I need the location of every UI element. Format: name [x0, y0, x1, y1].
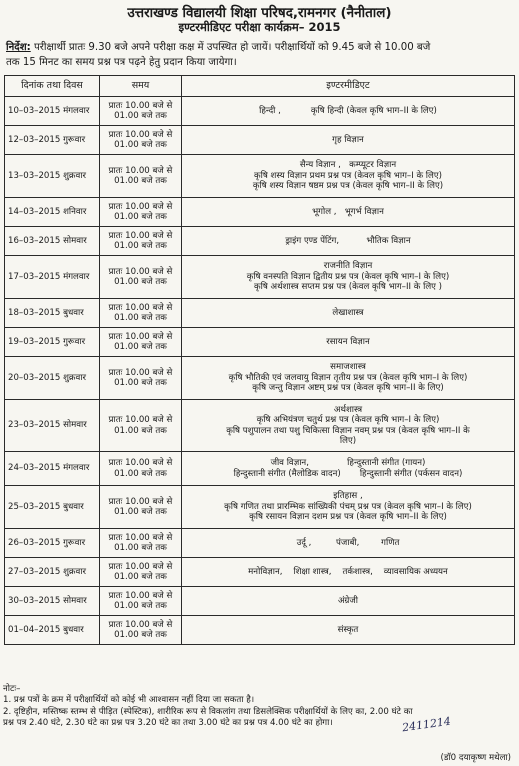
subject-line: रसायन विज्ञान	[326, 336, 370, 347]
table-row	[5, 198, 515, 227]
exam-time	[100, 558, 182, 587]
subject-line: कृषि शस्य विज्ञान षष्ठम प्रश्न पत्र (केवल कृषि भाग–II के लिए)	[252, 181, 444, 192]
exam-date: 17–03–2015 मंगलवार	[5, 256, 100, 299]
exam-time	[100, 256, 182, 299]
exam-time	[100, 97, 182, 126]
exam-time	[100, 587, 182, 616]
subject-line: कृषि गणित तथा प्रारम्भिक सांख्यिकी पंचम् प्रश्न पत्र (केवल कृषि भाग–I के लिए)	[224, 501, 472, 512]
exam-time	[100, 529, 182, 558]
table-row	[5, 155, 515, 198]
subject-line: अर्थशास्त्र	[333, 404, 363, 415]
subject-line: हिन्दी , कृषि हिन्दी (केवल कृषि भाग–II के लिए)	[259, 105, 437, 116]
exam-time-line: 01.00 बजे तक	[114, 212, 167, 222]
exam-time-line: 01.00 बजे तक	[114, 241, 167, 251]
exam-time	[100, 616, 182, 645]
exam-date: 20–03–2015 शुक्रवार	[5, 357, 100, 400]
exam-time-line: प्रातः 10.00 बजे से	[108, 415, 173, 426]
exam-time-line: 01.00 बजे तक	[114, 601, 167, 611]
subject-line: कृषि अर्थशास्त्र सप्तम प्रश्न पत्र (केवल कृषि भाग–II के लिए )	[254, 282, 442, 293]
exam-subjects	[182, 328, 515, 357]
exam-date: 24–03–2015 मंगलवार	[5, 452, 100, 486]
exam-time-line: प्रातः 10.00 बजे से	[108, 230, 173, 241]
exam-time	[100, 126, 182, 155]
exam-subjects	[182, 126, 515, 155]
exam-time	[100, 299, 182, 328]
subject-line: कृषि भौतिकी एवं जलवायु विज्ञान तृतीय प्रश्न पत्र (केवल कृषि भाग–I के लिए)	[228, 372, 468, 383]
exam-time-line: 01.00 बजे तक	[114, 630, 167, 640]
exam-subjects	[182, 299, 515, 328]
handwritten-signature: 2411214	[401, 714, 452, 735]
exam-subjects	[182, 97, 515, 126]
exam-time	[100, 227, 182, 256]
exam-time-line: प्रातः 10.00 बजे से	[108, 302, 173, 313]
exam-time-line: प्रातः 10.00 बजे से	[108, 331, 173, 342]
subject-line: भूगोल , भूगर्भ विज्ञान	[312, 206, 384, 217]
exam-date: 10–03–2015 मंगलवार	[5, 97, 100, 126]
exam-date: 23–03–2015 सोमवार	[5, 400, 100, 452]
table-row	[5, 529, 515, 558]
exam-time-line: प्रातः 10.00 बजे से	[108, 201, 173, 212]
header-date: दिनांक तथा दिवस	[5, 76, 100, 97]
exam-time-line: प्रातः 10.00 बजे से	[108, 266, 173, 277]
exam-time	[100, 198, 182, 227]
exam-date: 01–04–2015 बुधवार	[5, 616, 100, 645]
exam-time-line: प्रातः 10.00 बजे से	[108, 496, 173, 507]
exam-subjects	[182, 256, 515, 299]
table-row	[5, 452, 515, 486]
page-subtitle: इण्टरमीडिएट परीक्षा कार्यक्रम– 2015	[178, 20, 341, 34]
table-row	[5, 299, 515, 328]
note-1: 1. प्रश्न पत्रों के क्रम में परीक्षार्थियों को कोई भी आश्वासन नहीं दिया जा सकता है।	[3, 695, 255, 706]
table-row	[5, 256, 515, 299]
exam-subjects	[182, 198, 515, 227]
table-header-row	[5, 76, 515, 97]
table-row	[5, 616, 515, 645]
notes-label: नोटः–	[3, 684, 21, 694]
subject-line: समाजशास्त्र	[330, 362, 366, 373]
subject-line: कृषि शस्य विज्ञान प्रथम प्रश्न पत्र (केवल कृषि भाग–I के लिए)	[254, 170, 442, 181]
exam-time-line: 01.00 बजे तक	[114, 140, 167, 150]
exam-time	[100, 452, 182, 486]
exam-time-line: प्रातः 10.00 बजे से	[108, 165, 173, 176]
exam-subjects	[182, 616, 515, 645]
exam-subjects	[182, 357, 515, 400]
exam-time	[100, 155, 182, 198]
exam-time-line: 01.00 बजे तक	[114, 313, 167, 323]
exam-time-line: 01.00 बजे तक	[114, 378, 167, 388]
exam-subjects	[182, 529, 515, 558]
exam-schedule-table	[4, 75, 515, 645]
table-row	[5, 587, 515, 616]
exam-subjects	[182, 400, 515, 452]
exam-time-line: 01.00 बजे तक	[114, 507, 167, 517]
exam-time-line: प्रातः 10.00 बजे से	[108, 129, 173, 140]
subject-line: अंग्रेजी	[337, 595, 358, 606]
exam-subjects	[182, 452, 515, 486]
subject-line: जीव विज्ञान, हिन्दुस्तानी संगीत (गायन)	[270, 458, 426, 469]
subject-line: कृषि वनस्पति विज्ञान द्वितीय प्रश्न पत्र (केवल कृषि भाग–I के लिए)	[246, 271, 450, 282]
subject-line: गृह विज्ञान	[332, 134, 364, 145]
subject-line: लेखाशास्त्र	[332, 307, 364, 318]
table-row	[5, 558, 515, 587]
header-time: समय	[100, 76, 182, 97]
subject-line: लिए)	[339, 435, 357, 446]
exam-time-line: 01.00 बजे तक	[114, 468, 167, 479]
exam-date: 19–03–2015 गुरूवार	[5, 328, 100, 357]
exam-time	[100, 328, 182, 357]
table-row	[5, 400, 515, 452]
exam-subjects	[182, 587, 515, 616]
instructions-line-2: तक 15 मिनट का समय प्रश्न पत्र पढ़ने हेतु प्रदान किया जायेगा।	[6, 57, 237, 68]
exam-time-line: 01.00 बजे तक	[114, 425, 167, 436]
exam-time	[100, 486, 182, 529]
exam-time-line: प्रातः 10.00 बजे से	[108, 458, 173, 469]
signatory-name: (डॉ0 दयाकृष्ण मथेला)	[440, 753, 511, 763]
header-intermediate: इण्टरमीडिएट	[182, 76, 515, 97]
exam-time-line: 01.00 बजे तक	[114, 342, 167, 352]
subject-line: कृषि अभियंत्रण चतुर्थ प्रश्न पत्र (केवल कृषि भाग–I के लिए)	[256, 415, 440, 426]
instructions-text-1: परीक्षार्थी प्रातः 9.30 बजे अपने परीक्षा कक्ष में उपस्थित हो जायें। परीक्षार्थियों को 9.45 बजे से 10.00 बजे	[30, 42, 431, 53]
exam-time-line: 01.00 बजे तक	[114, 572, 167, 582]
exam-time-line: 01.00 बजे तक	[114, 176, 167, 186]
exam-time-line: 01.00 बजे तक	[114, 277, 167, 287]
exam-time	[100, 357, 182, 400]
exam-schedule-body	[5, 97, 515, 645]
exam-time-line: 01.00 बजे तक	[114, 543, 167, 553]
exam-date: 30–03–2015 सोमवार	[5, 587, 100, 616]
subject-line: संस्कृत	[337, 624, 359, 635]
subject-line: ड्राइंग एण्ड पेंटिंग, भौतिक विज्ञान	[285, 235, 411, 246]
subject-line: सैन्य विज्ञान , कम्प्यूटर विज्ञान	[299, 160, 397, 171]
exam-date: 25–03–2015 बुधवार	[5, 486, 100, 529]
exam-date: 18–03–2015 बुधवार	[5, 299, 100, 328]
subject-line: उर्दू , पंजाबी, गणित	[296, 537, 400, 548]
table-row	[5, 328, 515, 357]
subject-line: कृषि रसायन विज्ञान दशम प्रश्न पत्र (केवल कृषि भाग–II के लिए)	[249, 512, 447, 523]
exam-date: 26–03–2015 गुरूवार	[5, 529, 100, 558]
instructions-line-1	[6, 39, 513, 53]
subject-line: हिन्दुस्तानी संगीत (मैलोडिक वादन) हिन्दुस्तानी संगीत (पर्कसन वादन)	[233, 468, 463, 479]
exam-subjects	[182, 227, 515, 256]
exam-date: 27–03–2015 शुक्रवार	[5, 558, 100, 587]
subject-line: कृषि पशुपालन तथा पशु चिकित्सा विज्ञान नवम् प्रश्न पत्र (केवल कृषि भाग–II के	[226, 425, 470, 436]
note-2-cont: प्रश्न पत्र 2.40 घंटे, 2.30 घंटे का प्रश्न पत्र 3.20 घंटे का तथा 3.00 घंटे का प्रश्न पत्र 4.00 घंटे का होगा।	[3, 718, 333, 729]
exam-time	[100, 400, 182, 452]
exam-time-line: प्रातः 10.00 बजे से	[108, 590, 173, 601]
table-row	[5, 126, 515, 155]
note-2: 2. दृष्टिहीन, मस्तिष्क स्तम्भ से पीड़ित (स्पेस्टिक), शारीरिक रूप से विकलांग तथा डिसलेक्सिक परीक्षार्थियों के लिए का, 2.00 घंटे का	[3, 706, 413, 717]
exam-time-line: 01.00 बजे तक	[114, 111, 167, 121]
exam-date: 16–03–2015 सोमवार	[5, 227, 100, 256]
exam-subjects	[182, 486, 515, 529]
subject-line: मनोविज्ञान, शिक्षा शास्त्र, तर्कशास्त्र, व्यावसायिक अध्ययन	[248, 566, 448, 577]
subject-line: राजनीति विज्ञान	[323, 261, 373, 272]
exam-subjects	[182, 155, 515, 198]
exam-date: 14–03–2015 शनिवार	[5, 198, 100, 227]
exam-time-line: प्रातः 10.00 बजे से	[108, 100, 173, 111]
table-row	[5, 357, 515, 400]
instructions-label: निर्देश:	[6, 42, 31, 53]
subject-line: कृषि जन्तु विज्ञान अष्टम् प्रश्न पत्र (केवल कृषि भाग–II के लिए)	[252, 383, 444, 394]
table-row	[5, 97, 515, 126]
exam-time-line: प्रातः 10.00 बजे से	[108, 619, 173, 630]
exam-time-line: प्रातः 10.00 बजे से	[108, 367, 173, 378]
subject-line: इतिहास ,	[333, 491, 363, 502]
exam-time-line: प्रातः 10.00 बजे से	[108, 532, 173, 543]
exam-date: 13–03–2015 शुक्रवार	[5, 155, 100, 198]
table-row	[5, 486, 515, 529]
table-row	[5, 227, 515, 256]
exam-subjects	[182, 558, 515, 587]
exam-time-line: प्रातः 10.00 बजे से	[108, 561, 173, 572]
exam-date: 12–03–2015 गुरूवार	[5, 126, 100, 155]
page-title: उत्तराखण्ड विद्यालयी शिक्षा परिषद,रामनगर (नैनीताल)	[127, 5, 392, 21]
